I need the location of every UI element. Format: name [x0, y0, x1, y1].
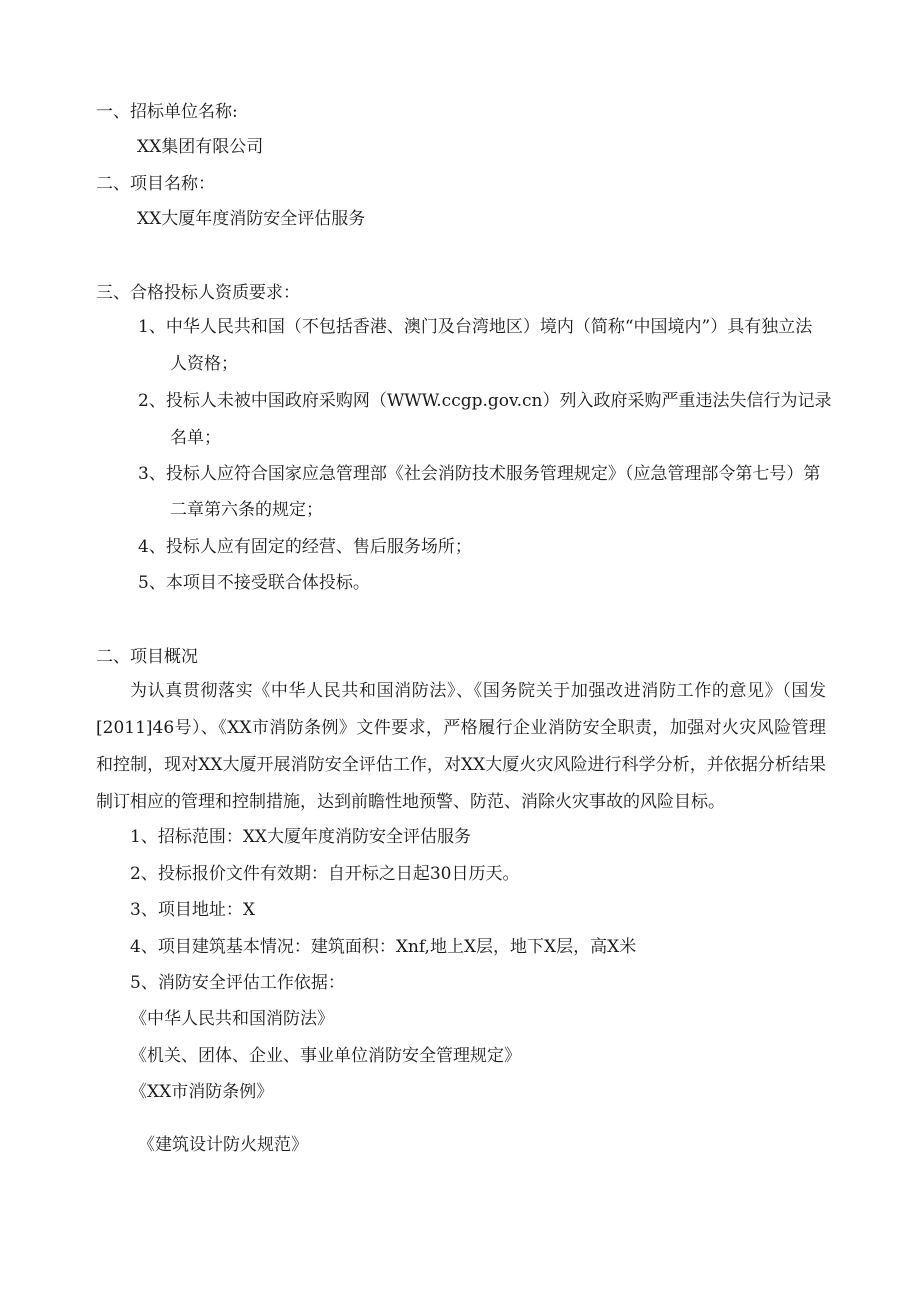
overview-item-5: 5、消防安全评估工作依据：: [130, 973, 345, 993]
qualification-item-1: 1、中华人民共和国（不包括香港、澳门及台湾地区）境内（简称“中国境内”）具有独立法: [138, 317, 813, 337]
overview-item-4: 4、项目建筑基本情况：建筑面积：Xnf,地上X层，地下X层，高X米: [130, 937, 637, 957]
section-2-value: XX大厦年度消防安全评估服务: [137, 209, 366, 229]
basis-item-1: 《中华人民共和国消防法》: [130, 1009, 334, 1029]
qualification-item-4: 4、投标人应有固定的经营、售后服务场所；: [138, 537, 472, 557]
basis-item-2: 《机关、团体、企业、事业单位消防安全管理规定》: [130, 1046, 521, 1066]
section-3-heading: 三、合格投标人资质要求：: [96, 283, 300, 303]
section-4-heading: 二、项目概况: [96, 647, 198, 667]
section-1-heading: 一、招标单位名称:: [96, 102, 238, 122]
qualification-item-2-cont: 名单；: [170, 428, 221, 448]
qualification-item-1-cont: 人资格；: [170, 354, 238, 374]
basis-item-3: 《XX市消防条例》: [130, 1082, 274, 1102]
overview-paragraph: 为认真贯彻落实《中华人民共和国消防法》、《国务院关于加强改进消防工作的意见》（国发[2011]46号）、《XX市消防条例》文件要求，严格履行企业消防安全职责，加强对火灾风险管理和控制，现对XX大厦开展消防安全评估工作，对XX大厦火灾风险进行科学分析，并依据分析结果制订相应的管理和控制措施，达到前瞻性地预警、防范、消除火灾事故的风险目标。: [96, 681, 826, 812]
qualification-item-3: 3、投标人应符合国家应急管理部《社会消防技术服务管理规定》（应急管理部令第七号）第: [138, 464, 821, 484]
overview-item-3: 3、项目地址：X: [130, 900, 255, 920]
qualification-item-2: 2、投标人未被中国政府采购网（WWW.ccgp.gov.cn）列入政府采购严重违法失信行为记录: [138, 391, 832, 411]
section-1-value: XX集团有限公司: [137, 137, 264, 157]
overview-item-2: 2、投标报价文件有效期：自开标之日起30日历天。: [130, 864, 520, 884]
section-2-heading: 二、项目名称：: [96, 174, 215, 194]
basis-item-4: 《建筑设计防火规范》: [138, 1135, 308, 1155]
overview-item-1: 1、招标范围：XX大厦年度消防安全评估服务: [130, 827, 472, 847]
qualification-item-3-cont: 二章第六条的规定；: [170, 500, 323, 520]
qualification-item-5: 5、本项目不接受联合体投标。: [138, 573, 370, 593]
